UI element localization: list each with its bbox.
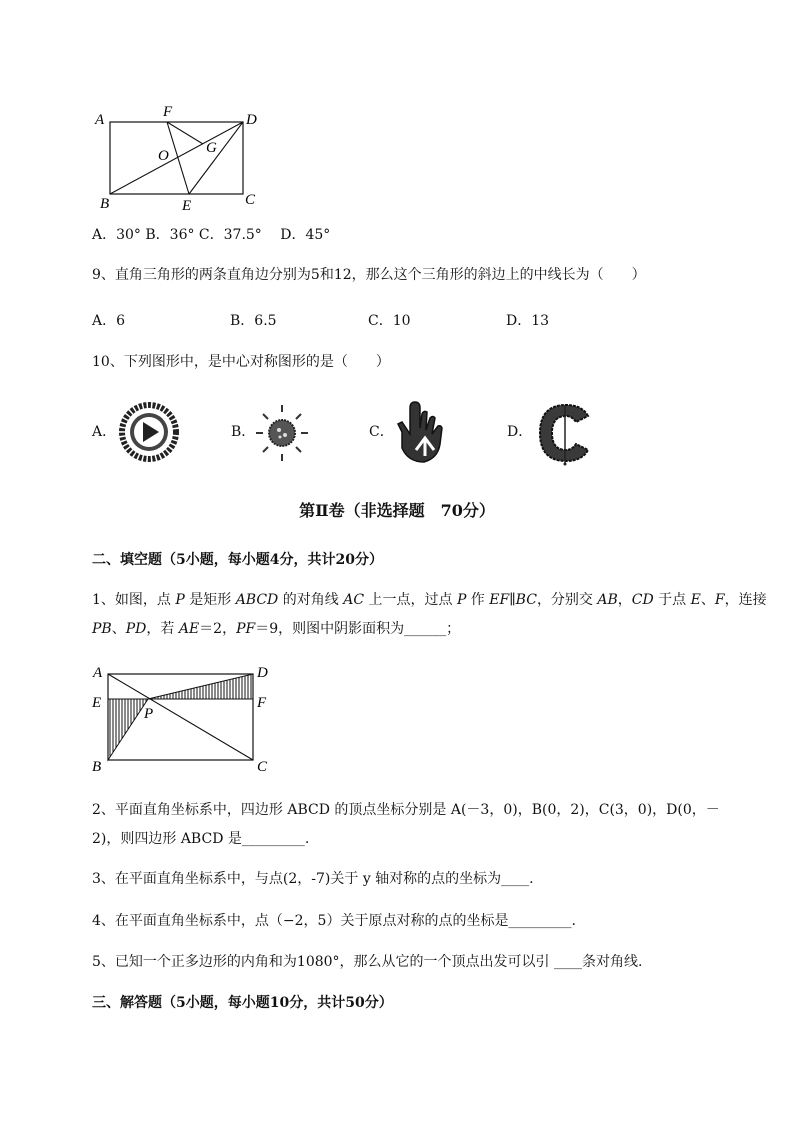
label-a: A bbox=[93, 665, 103, 681]
label-a: A bbox=[95, 112, 105, 128]
q1-var-bc: BC bbox=[515, 592, 537, 608]
label-f: F bbox=[257, 695, 267, 711]
q1-var-ef: EF bbox=[489, 592, 510, 608]
label-d: D bbox=[257, 665, 268, 681]
q1-text: 上一点，过点 bbox=[364, 592, 457, 608]
figure-fill-q1 bbox=[88, 662, 278, 778]
q1-text: 于点 bbox=[653, 592, 691, 608]
label-b: B bbox=[100, 196, 110, 212]
fill-q3: 3、在平面直角坐标系中，与点(2，-7)关于 y 轴对称的点的坐标为____. bbox=[92, 871, 534, 887]
diagonal-bd bbox=[110, 122, 243, 194]
label-d: D bbox=[246, 112, 257, 128]
label-c: C bbox=[257, 759, 268, 775]
q10-options bbox=[92, 398, 612, 468]
q9-options bbox=[92, 310, 572, 330]
q1-text: ，分别交 bbox=[536, 592, 598, 608]
q8-options: A．30° B．36° C．37.5° D．45° bbox=[92, 227, 331, 243]
q1-var-abcd: ABCD bbox=[235, 592, 279, 608]
q10-option-c-label: C． bbox=[369, 424, 394, 440]
fill-q2-line2: 2)，则四边形 ABCD 是_________. bbox=[92, 831, 310, 847]
play-circle-icon bbox=[118, 401, 180, 463]
label-f: F bbox=[163, 104, 173, 120]
q1-var-e: E bbox=[690, 592, 701, 608]
q1-text: 的对角线 bbox=[278, 592, 344, 608]
q9-option-c: C．10 bbox=[368, 313, 411, 329]
fill-q1-line2 bbox=[92, 619, 460, 639]
q1-text: ，连接 bbox=[724, 592, 767, 608]
q10-option-b-label: B． bbox=[231, 424, 256, 440]
q1-text: 作 bbox=[466, 592, 490, 608]
label-o: O bbox=[158, 148, 169, 164]
q1-var-ab: AB bbox=[597, 592, 618, 608]
part2-title: 第Ⅱ卷（非选择题 70分） bbox=[299, 501, 495, 520]
label-e: E bbox=[92, 695, 102, 711]
sun-icon bbox=[252, 403, 312, 463]
hand-icon bbox=[392, 398, 458, 466]
q10-option-d-label: D． bbox=[507, 424, 533, 440]
q10-stem: 10、下列图形中，是中心对称图形的是（ ） bbox=[92, 354, 390, 370]
q10-option-a-label: A． bbox=[92, 424, 117, 440]
q9-option-b: B．6.5 bbox=[230, 313, 277, 329]
q1-var-cd: CD bbox=[631, 592, 654, 608]
q1-var-pf: PF bbox=[236, 621, 256, 637]
fill-q4: 4、在平面直角坐标系中，点（−2，5）关于原点对称的点的坐标是_________. bbox=[92, 913, 576, 929]
q1-text: ＝9，则图中阴影面积为______； bbox=[255, 621, 461, 637]
sec3-heading: 三、解答题（5小题，每小题10分，共计50分） bbox=[92, 995, 393, 1011]
q1-text: ＝2， bbox=[199, 621, 237, 637]
shaded-triangle-top-right bbox=[148, 674, 253, 699]
label-e: E bbox=[182, 198, 192, 214]
q1-text: 是矩形 bbox=[184, 592, 236, 608]
q1-var-ac: AC bbox=[343, 592, 365, 608]
q1-text: ，若 bbox=[146, 621, 179, 637]
fill-q2-line1: 2、平面直角坐标系中，四边形 ABCD 的顶点坐标分别是 A(－3，0)，B(0，2)，C(3，0)，D(0，－ bbox=[92, 802, 720, 818]
q1-var-pd: PD bbox=[125, 621, 147, 637]
q9-option-d: D．13 bbox=[506, 313, 550, 329]
sec2-heading: 二、填空题（5小题，每小题4分，共计20分） bbox=[92, 552, 383, 568]
letter-c-icon bbox=[532, 400, 598, 466]
label-p: P bbox=[144, 706, 154, 722]
q1-text: 、 bbox=[700, 592, 715, 608]
q1-var-p: P bbox=[456, 592, 467, 608]
q1-text: ， bbox=[617, 592, 632, 608]
label-b: B bbox=[92, 759, 102, 775]
q1-var-ae: AE bbox=[178, 621, 200, 637]
q1-var-p: P bbox=[175, 592, 185, 608]
fill-q1-line1 bbox=[92, 590, 767, 610]
q1-var-pb: PB bbox=[92, 621, 112, 637]
q1-text: 1、如图，点 bbox=[92, 592, 176, 608]
figure-q8 bbox=[90, 100, 270, 220]
segment-eg-d bbox=[189, 122, 243, 194]
q1-var-f: F bbox=[714, 592, 725, 608]
label-g: G bbox=[206, 140, 217, 156]
q1-text: 、 bbox=[111, 621, 126, 637]
q9-option-a: A．6 bbox=[92, 313, 126, 329]
label-c: C bbox=[245, 192, 256, 208]
q9-stem: 9、直角三角形的两条直角边分别为5和12，那么这个三角形的斜边上的中线长为（ ） bbox=[92, 267, 646, 283]
shaded-triangle-bottom-left bbox=[108, 699, 148, 760]
q1-text: ∥ bbox=[509, 592, 516, 608]
fill-q5: 5、已知一个正多边形的内角和为1080°，那么从它的一个顶点出发可以引 ____条对角线. bbox=[92, 954, 643, 970]
